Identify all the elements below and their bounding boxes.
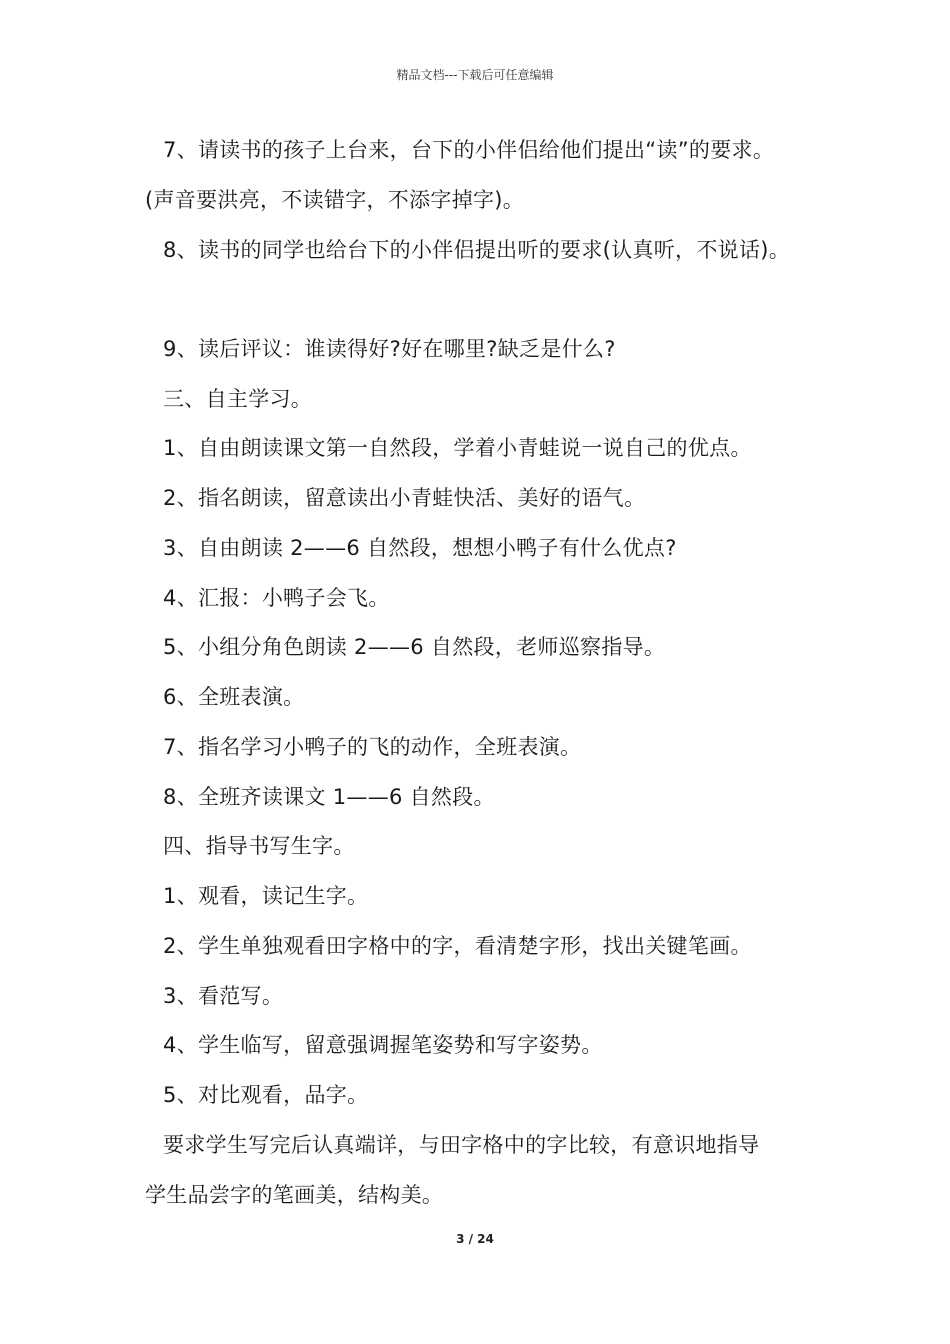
paragraph-line: 3、自由朗读 2——6 自然段，想想小鸭子有什么优点? bbox=[163, 536, 677, 560]
section-heading: 四、指导书写生字。 bbox=[163, 834, 355, 858]
paragraph-line: 1、观看，读记生字。 bbox=[163, 884, 369, 908]
page-number: 3 / 24 bbox=[456, 1232, 494, 1246]
paragraph-line: 4、汇报：小鸭子会飞。 bbox=[163, 586, 390, 610]
paragraph-line: 8、读书的同学也给台下的小伴侣提出听的要求(认真听，不说话)。 bbox=[163, 238, 791, 262]
page-header: 精品文档---下载后可任意编辑 bbox=[396, 68, 554, 82]
paragraph-line: 要求学生写完后认真端详，与田字格中的字比较，有意识地指导 bbox=[163, 1133, 760, 1157]
paragraph-line: (声音要洪亮，不读错字，不添字掉字)。 bbox=[145, 188, 525, 212]
section-heading: 三、自主学习。 bbox=[163, 387, 313, 411]
paragraph-line: 3、看范写。 bbox=[163, 984, 284, 1008]
paragraph-line: 8、全班齐读课文 1——6 自然段。 bbox=[163, 785, 495, 809]
paragraph-line: 6、全班表演。 bbox=[163, 685, 305, 709]
paragraph-line: 5、小组分角色朗读 2——6 自然段，老师巡察指导。 bbox=[163, 635, 666, 659]
paragraph-line: 9、读后评议：谁读得好?好在哪里?缺乏是什么? bbox=[163, 337, 616, 361]
paragraph-line: 5、对比观看，品字。 bbox=[163, 1083, 369, 1107]
paragraph-line: 1、自由朗读课文第一自然段，学着小青蛙说一说自己的优点。 bbox=[163, 436, 752, 460]
paragraph-line: 2、指名朗读，留意读出小青蛙快活、美好的语气。 bbox=[163, 486, 646, 510]
paragraph-line: 7、指名学习小鸭子的飞的动作，全班表演。 bbox=[163, 735, 582, 759]
paragraph-line: 2、学生单独观看田字格中的字，看清楚字形，找出关键笔画。 bbox=[163, 934, 752, 958]
paragraph-line: 4、学生临写，留意强调握笔姿势和写字姿势。 bbox=[163, 1033, 603, 1057]
paragraph-line: 7、请读书的孩子上台来，台下的小伴侣给他们提出“读”的要求。 bbox=[163, 138, 775, 162]
paragraph-line: 学生品尝字的笔画美，结构美。 bbox=[145, 1183, 444, 1207]
